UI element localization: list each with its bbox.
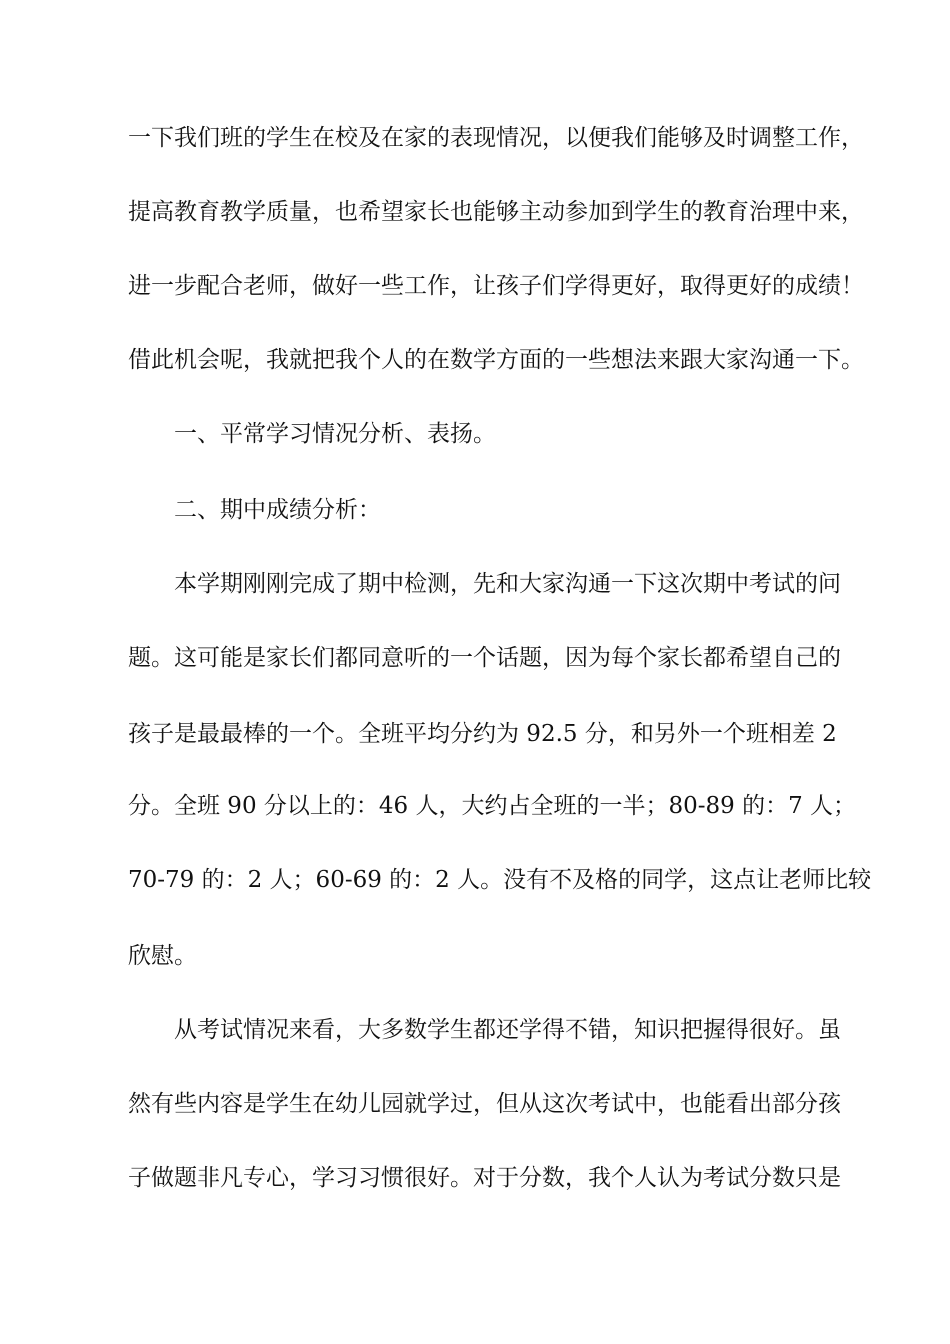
paragraph-line-13: 从考试情况来看，大多数学生都还学得不错，知识把握得很好。虽 — [174, 1017, 841, 1043]
paragraph-line-14: 然有些内容是学生在幼儿园就学过，但从这次考试中，也能看出部分孩 — [128, 1091, 841, 1117]
section-heading-1: 一、平常学习情况分析、表扬。 — [174, 421, 496, 447]
paragraph-line-8: 题。这可能是家长们都同意听的一个话题，因为每个家长都希望自己的 — [128, 645, 841, 671]
paragraph-line-15: 子做题非凡专心，学习习惯很好。对于分数，我个人认为考试分数只是 — [128, 1165, 841, 1191]
paragraph-line-2: 提高教育教学质量，也希望家长也能够主动参加到学生的教育治理中来， — [128, 199, 864, 225]
paragraph-line-4: 借此机会呢，我就把我个人的在数学方面的一些想法来跟大家沟通一下。 — [128, 347, 864, 373]
section-heading-2: 二、期中成绩分析： — [174, 497, 381, 523]
paragraph-line-7: 本学期刚刚完成了期中检测，先和大家沟通一下这次期中考试的问 — [174, 571, 841, 597]
paragraph-line-12: 欣慰。 — [128, 943, 197, 969]
paragraph-line-10: 分。全班 90 分以上的：46 人，大约占全班的一半；80-89 的：7 人； — [128, 793, 857, 819]
paragraph-line-11: 70-79 的：2 人；60-69 的：2 人。没有不及格的同学，这点让老师比较 — [128, 867, 872, 893]
paragraph-line-1: 一下我们班的学生在校及在家的表现情况，以便我们能够及时调整工作， — [128, 125, 864, 151]
paragraph-line-9: 孩子是最最棒的一个。全班平均分约为 92.5 分，和另外一个班相差 2 — [128, 721, 837, 747]
paragraph-line-3: 进一步配合老师，做好一些工作，让孩子们学得更好，取得更好的成绩！ — [128, 273, 864, 299]
